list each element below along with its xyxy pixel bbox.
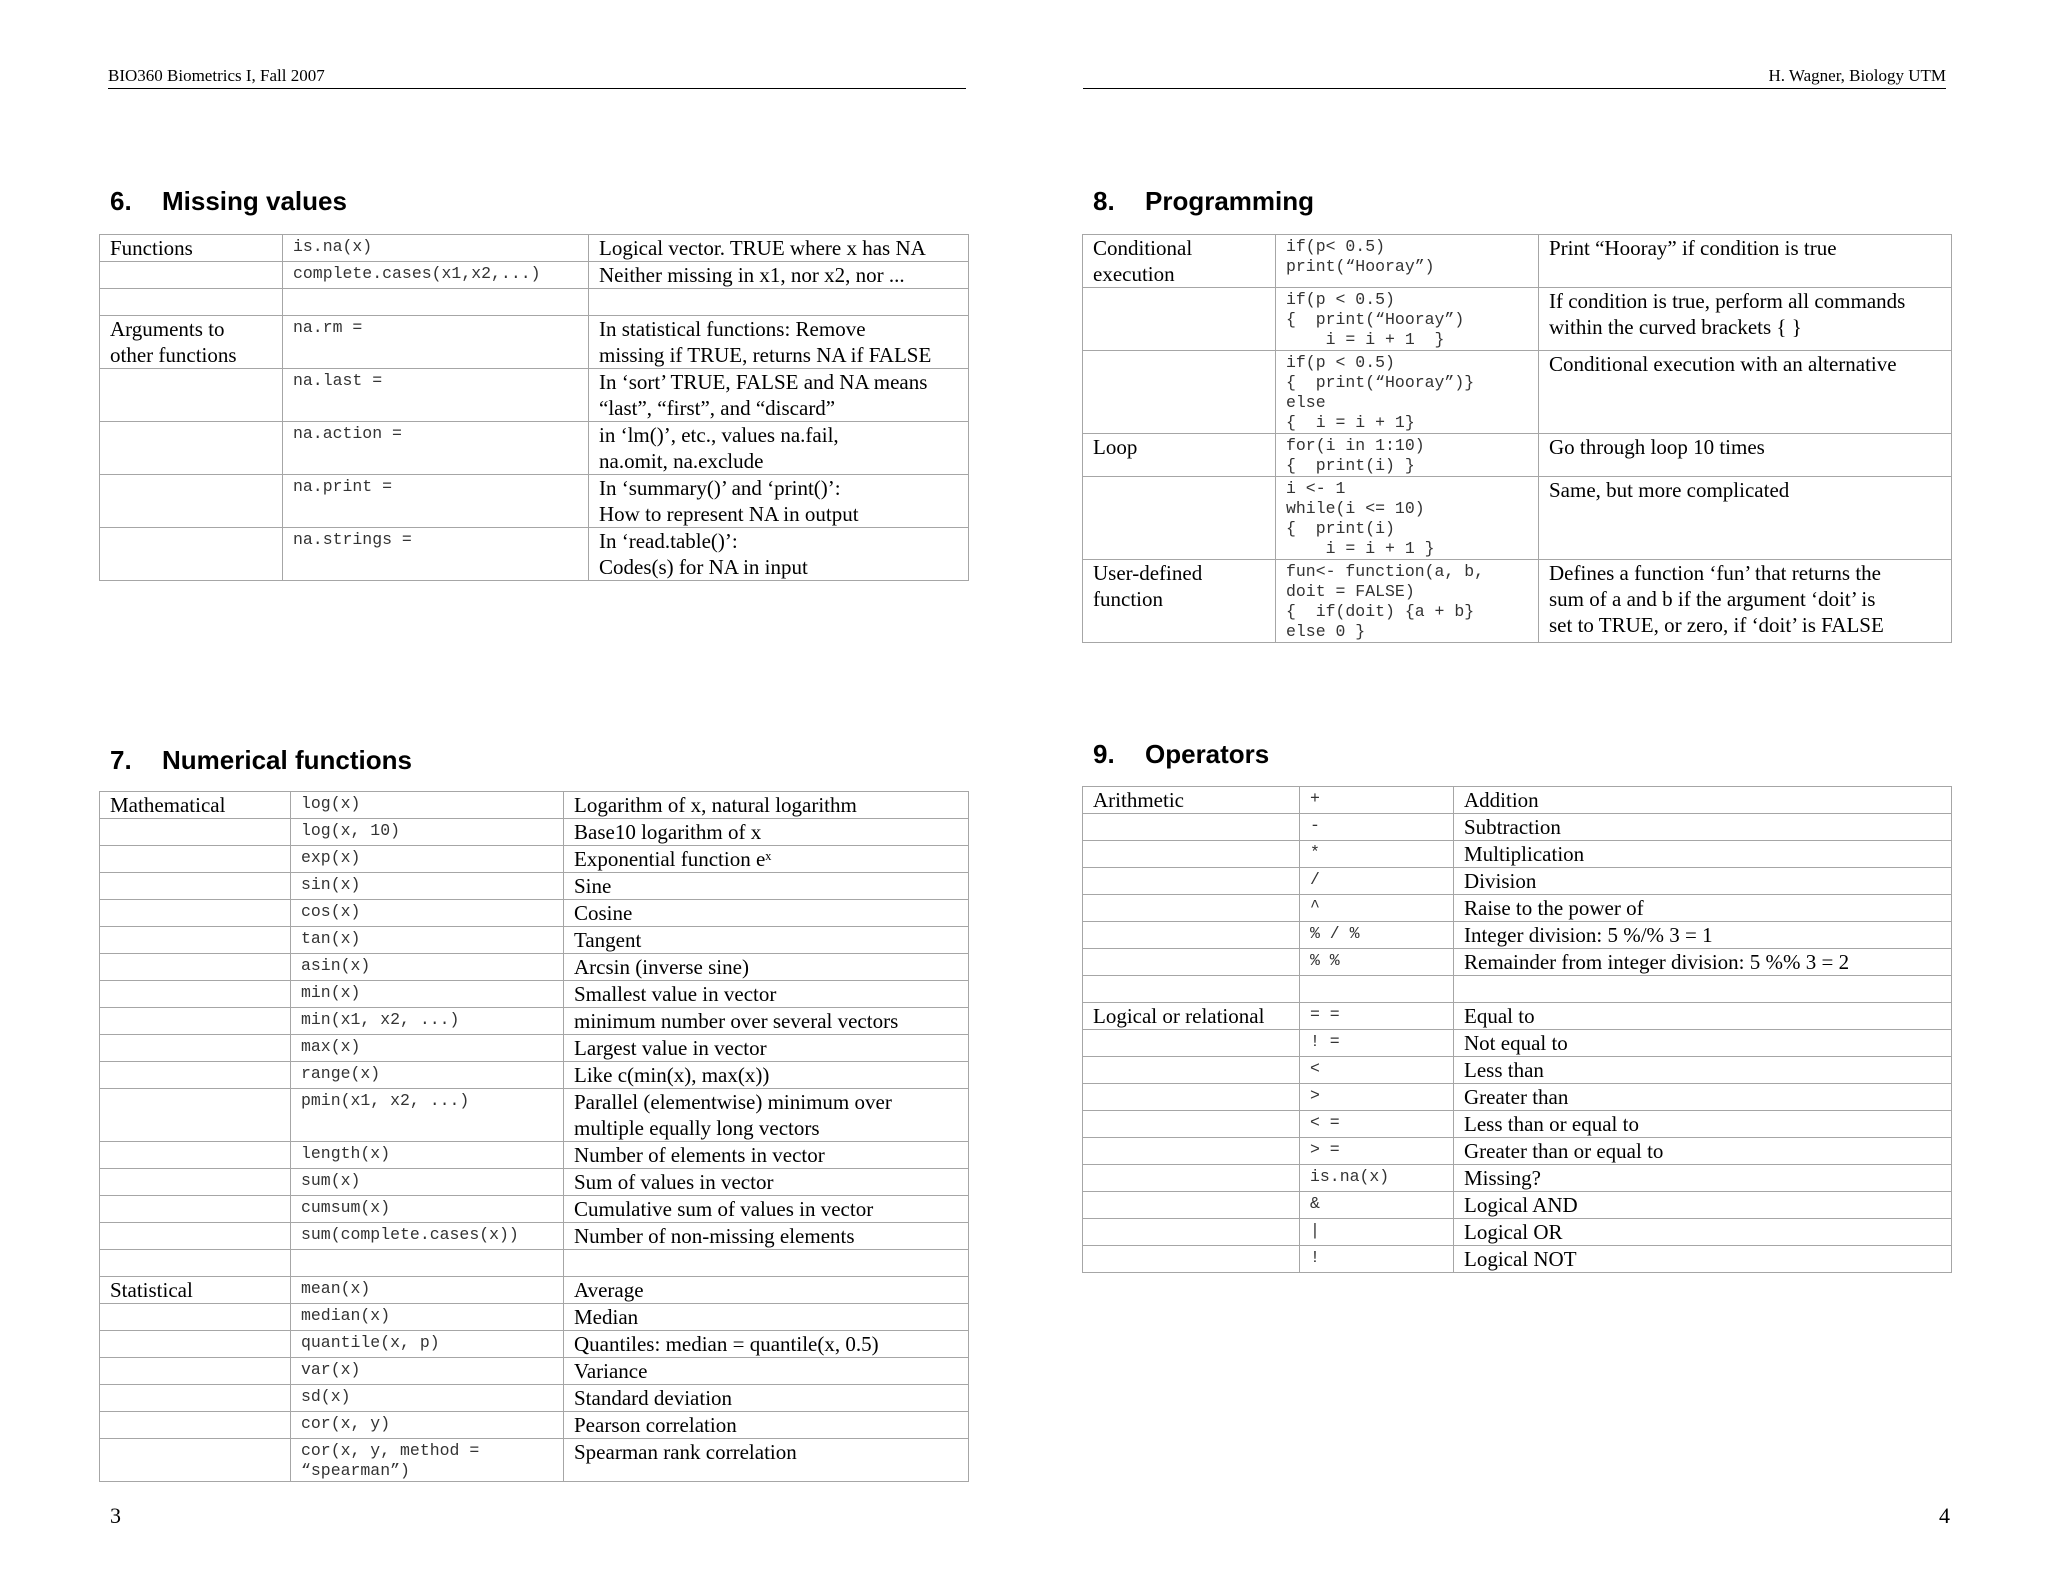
table-row (100, 1089, 969, 1142)
code-cell: % % (1300, 949, 1454, 976)
row-label (1083, 1192, 1300, 1219)
row-label (100, 289, 283, 316)
description-cell: Sum of values in vector (564, 1169, 969, 1196)
row-label: Arithmetic (1083, 787, 1300, 814)
code-cell: fun<- function(a, b, doit = FALSE) { if(doit) {a + b} else 0 } (1276, 560, 1539, 643)
code-cell: median(x) (291, 1304, 564, 1331)
table-row (1083, 895, 1952, 922)
description-cell: Print “Hooray” if condition is true (1539, 235, 1952, 288)
description-cell: Missing? (1454, 1165, 1952, 1192)
section-6-heading (110, 186, 347, 217)
table-row (100, 1223, 969, 1250)
row-label (100, 369, 283, 422)
code-cell: na.action = (283, 422, 589, 475)
description-cell: Standard deviation (564, 1385, 969, 1412)
row-label (1083, 1057, 1300, 1084)
row-label (100, 1142, 291, 1169)
description-cell: Logical AND (1454, 1192, 1952, 1219)
description-cell: Number of non-missing elements (564, 1223, 969, 1250)
table-row (100, 900, 969, 927)
section-8-heading (1093, 186, 1314, 217)
code-cell: % / % (1300, 922, 1454, 949)
description-cell: Largest value in vector (564, 1035, 969, 1062)
table-row (100, 1142, 969, 1169)
table-row (100, 819, 969, 846)
description-cell: Like c(min(x), max(x)) (564, 1062, 969, 1089)
code-cell: sin(x) (291, 873, 564, 900)
table-row (1083, 434, 1952, 477)
code-cell: na.strings = (283, 528, 589, 581)
row-label (100, 1062, 291, 1089)
description-cell: Cumulative sum of values in vector (564, 1196, 969, 1223)
table-row (1083, 1165, 1952, 1192)
description-cell: Sine (564, 873, 969, 900)
table-row (1083, 922, 1952, 949)
description-cell: Logical NOT (1454, 1246, 1952, 1273)
table-row (1083, 949, 1952, 976)
row-label (1083, 1219, 1300, 1246)
row-label (1083, 814, 1300, 841)
code-cell: is.na(x) (1300, 1165, 1454, 1192)
code-cell: sum(x) (291, 1169, 564, 1196)
table-row (1083, 787, 1952, 814)
row-label (1083, 1165, 1300, 1192)
table-row (100, 289, 969, 316)
code-cell (283, 289, 589, 316)
row-label (100, 422, 283, 475)
description-cell: Cosine (564, 900, 969, 927)
section-number: 9. (1093, 739, 1115, 769)
code-cell: complete.cases(x1,x2,...) (283, 262, 589, 289)
description-cell: Less than or equal to (1454, 1111, 1952, 1138)
code-cell: sum(complete.cases(x)) (291, 1223, 564, 1250)
description-cell: If condition is true, perform all commands within the curved brackets { } (1539, 288, 1952, 351)
table-row (100, 528, 969, 581)
table-row (100, 1385, 969, 1412)
table-row (1083, 1003, 1952, 1030)
table-row (1083, 351, 1952, 434)
code-cell: range(x) (291, 1062, 564, 1089)
table-row (100, 1196, 969, 1223)
description-cell: Subtraction (1454, 814, 1952, 841)
table-row (100, 235, 969, 262)
programming-table (1082, 234, 1952, 643)
missing-values-table (99, 234, 969, 581)
description-cell: Remainder from integer division: 5 %% 3 = 2 (1454, 949, 1952, 976)
table-row (100, 981, 969, 1008)
row-label (1083, 1246, 1300, 1273)
table-row (100, 1169, 969, 1196)
table-row (100, 475, 969, 528)
table-row (100, 954, 969, 981)
table-row (1083, 1111, 1952, 1138)
code-cell: for(i in 1:10) { print(i) } (1276, 434, 1539, 477)
table-row (1083, 841, 1952, 868)
code-cell: & (1300, 1192, 1454, 1219)
row-label (100, 1439, 291, 1482)
table-row (1083, 814, 1952, 841)
code-cell: cor(x, y, method = “spearman”) (291, 1439, 564, 1482)
row-label (100, 1412, 291, 1439)
description-cell (1454, 976, 1952, 1003)
table-row (100, 1331, 969, 1358)
row-label: Statistical (100, 1277, 291, 1304)
row-label (100, 927, 291, 954)
description-cell: minimum number over several vectors (564, 1008, 969, 1035)
code-cell: na.print = (283, 475, 589, 528)
description-cell: Greater than (1454, 1084, 1952, 1111)
table-row (1083, 976, 1952, 1003)
code-cell: i <- 1 while(i <= 10) { print(i) i = i + 1 } (1276, 477, 1539, 560)
row-label (100, 1196, 291, 1223)
description-cell: Spearman rank correlation (564, 1439, 969, 1482)
table-row (100, 369, 969, 422)
code-cell: pmin(x1, x2, ...) (291, 1089, 564, 1142)
table-row (100, 422, 969, 475)
table-row (1083, 560, 1952, 643)
row-label (1083, 288, 1276, 351)
code-cell: + (1300, 787, 1454, 814)
row-label: Logical or relational (1083, 1003, 1300, 1030)
code-cell: ! = (1300, 1030, 1454, 1057)
row-label (100, 1035, 291, 1062)
section-title: Operators (1145, 739, 1270, 769)
description-cell: Logarithm of x, natural logarithm (564, 792, 969, 819)
table-row (100, 1412, 969, 1439)
table-row (100, 927, 969, 954)
row-label (100, 1385, 291, 1412)
row-label (100, 1331, 291, 1358)
row-label (1083, 868, 1300, 895)
row-label (1083, 841, 1300, 868)
description-cell: Not equal to (1454, 1030, 1952, 1057)
row-label: Functions (100, 235, 283, 262)
row-label (100, 475, 283, 528)
description-cell: Logical OR (1454, 1219, 1952, 1246)
table-row (1083, 868, 1952, 895)
table-row (100, 846, 969, 873)
description-cell: In ‘summary()’ and ‘print()’: How to represent NA in output (589, 475, 969, 528)
description-cell (589, 289, 969, 316)
description-cell: Addition (1454, 787, 1952, 814)
page-number-right: 4 (1939, 1503, 1950, 1528)
code-cell: if(p< 0.5) print(“Hooray”) (1276, 235, 1539, 288)
row-label (100, 1223, 291, 1250)
row-label (1083, 351, 1276, 434)
description-cell (564, 1250, 969, 1277)
description-cell: Raise to the power of (1454, 895, 1952, 922)
row-label (1083, 1084, 1300, 1111)
description-cell: Variance (564, 1358, 969, 1385)
table-row (100, 873, 969, 900)
code-cell: cor(x, y) (291, 1412, 564, 1439)
section-7-heading (110, 745, 412, 776)
table-row (100, 1062, 969, 1089)
description-cell: in ‘lm()’, etc., values na.fail, na.omit, na.exclude (589, 422, 969, 475)
page-number-left: 3 (110, 1503, 121, 1528)
code-cell: ! (1300, 1246, 1454, 1273)
row-label (100, 981, 291, 1008)
row-label (100, 1358, 291, 1385)
code-cell: - (1300, 814, 1454, 841)
description-cell: Multiplication (1454, 841, 1952, 868)
row-label: User-defined function (1083, 560, 1276, 643)
section-title: Programming (1145, 186, 1315, 216)
description-cell: Greater than or equal to (1454, 1138, 1952, 1165)
table-row (100, 316, 969, 369)
row-label (100, 1169, 291, 1196)
code-cell: length(x) (291, 1142, 564, 1169)
row-label (100, 954, 291, 981)
table-row (1083, 235, 1952, 288)
row-label (1083, 1111, 1300, 1138)
row-label: Conditional execution (1083, 235, 1276, 288)
header-right: H. Wagner, Biology UTM (1083, 66, 1946, 89)
code-cell: min(x) (291, 981, 564, 1008)
description-cell: Quantiles: median = quantile(x, 0.5) (564, 1331, 969, 1358)
row-label (100, 1250, 291, 1277)
table-row (1083, 1138, 1952, 1165)
code-cell: < (1300, 1057, 1454, 1084)
numerical-functions-table (99, 791, 969, 1482)
description-cell: Integer division: 5 %/% 3 = 1 (1454, 922, 1952, 949)
description-cell: Go through loop 10 times (1539, 434, 1952, 477)
row-label (1083, 922, 1300, 949)
code-cell: log(x) (291, 792, 564, 819)
code-cell: if(p < 0.5) { print(“Hooray”)} else { i = i + 1} (1276, 351, 1539, 434)
table-row (1083, 1057, 1952, 1084)
description-cell: Conditional execution with an alternative (1539, 351, 1952, 434)
row-label (1083, 1030, 1300, 1057)
table-row (100, 1358, 969, 1385)
description-cell: Parallel (elementwise) minimum over multiple equally long vectors (564, 1089, 969, 1142)
code-cell: > = (1300, 1138, 1454, 1165)
row-label (100, 1089, 291, 1142)
code-cell: > (1300, 1084, 1454, 1111)
description-cell: Arcsin (inverse sine) (564, 954, 969, 981)
code-cell: * (1300, 841, 1454, 868)
code-cell: if(p < 0.5) { print(“Hooray”) i = i + 1 } (1276, 288, 1539, 351)
table-row (100, 1277, 969, 1304)
code-cell: exp(x) (291, 846, 564, 873)
description-cell: Equal to (1454, 1003, 1952, 1030)
description-cell: Logical vector. TRUE where x has NA (589, 235, 969, 262)
table-row (1083, 1030, 1952, 1057)
row-label: Loop (1083, 434, 1276, 477)
row-label (100, 873, 291, 900)
description-cell: Less than (1454, 1057, 1952, 1084)
table-row (1083, 1084, 1952, 1111)
table-row (100, 1439, 969, 1482)
code-cell: max(x) (291, 1035, 564, 1062)
code-cell: cumsum(x) (291, 1196, 564, 1223)
code-cell: = = (1300, 1003, 1454, 1030)
description-cell: Same, but more complicated (1539, 477, 1952, 560)
section-title: Missing values (162, 186, 347, 216)
row-label: Mathematical (100, 792, 291, 819)
description-cell: In statistical functions: Remove missing if TRUE, returns NA if FALSE (589, 316, 969, 369)
table-row (1083, 1219, 1952, 1246)
code-cell (291, 1250, 564, 1277)
section-number: 8. (1093, 186, 1115, 216)
row-label (100, 819, 291, 846)
code-cell: < = (1300, 1111, 1454, 1138)
table-row (1083, 288, 1952, 351)
row-label (1083, 1138, 1300, 1165)
code-cell: sd(x) (291, 1385, 564, 1412)
table-row (100, 1008, 969, 1035)
table-row (1083, 477, 1952, 560)
table-row (100, 1035, 969, 1062)
table-row (100, 262, 969, 289)
section-title: Numerical functions (162, 745, 412, 775)
description-cell: Pearson correlation (564, 1412, 969, 1439)
row-label (1083, 895, 1300, 922)
code-cell: is.na(x) (283, 235, 589, 262)
description-cell: Division (1454, 868, 1952, 895)
section-number: 7. (110, 745, 132, 775)
code-cell: min(x1, x2, ...) (291, 1008, 564, 1035)
code-cell: na.rm = (283, 316, 589, 369)
table-row (100, 792, 969, 819)
row-label (100, 900, 291, 927)
code-cell: tan(x) (291, 927, 564, 954)
table-row (1083, 1246, 1952, 1273)
code-cell: ^ (1300, 895, 1454, 922)
row-label (100, 1008, 291, 1035)
section-number: 6. (110, 186, 132, 216)
description-cell: Smallest value in vector (564, 981, 969, 1008)
table-row (1083, 1192, 1952, 1219)
code-cell: cos(x) (291, 900, 564, 927)
section-9-heading (1093, 739, 1269, 770)
code-cell: log(x, 10) (291, 819, 564, 846)
row-label (1083, 976, 1300, 1003)
code-cell: na.last = (283, 369, 589, 422)
operators-table (1082, 786, 1952, 1273)
row-label (100, 528, 283, 581)
description-cell: Tangent (564, 927, 969, 954)
code-cell: | (1300, 1219, 1454, 1246)
row-label (100, 262, 283, 289)
row-label (100, 846, 291, 873)
description-cell: Base10 logarithm of x (564, 819, 969, 846)
description-cell: Number of elements in vector (564, 1142, 969, 1169)
row-label (1083, 949, 1300, 976)
description-cell: Defines a function ‘fun’ that returns the sum of a and b if the argument ‘doit’ is set to TRUE, or zero, if ‘doit’ is FALSE (1539, 560, 1952, 643)
code-cell: mean(x) (291, 1277, 564, 1304)
table-row (100, 1250, 969, 1277)
row-label (1083, 477, 1276, 560)
code-cell: var(x) (291, 1358, 564, 1385)
description-cell: Exponential function eˣ (564, 846, 969, 873)
row-label: Arguments to other functions (100, 316, 283, 369)
code-cell: quantile(x, p) (291, 1331, 564, 1358)
code-cell: / (1300, 868, 1454, 895)
description-cell: In ‘sort’ TRUE, FALSE and NA means “last”, “first”, and “discard” (589, 369, 969, 422)
row-label (100, 1304, 291, 1331)
code-cell (1300, 976, 1454, 1003)
description-cell: Neither missing in x1, nor x2, nor ... (589, 262, 969, 289)
description-cell: Average (564, 1277, 969, 1304)
table-row (100, 1304, 969, 1331)
description-cell: Median (564, 1304, 969, 1331)
header-left: BIO360 Biometrics I, Fall 2007 (108, 66, 966, 89)
description-cell: In ‘read.table()’: Codes(s) for NA in input (589, 528, 969, 581)
code-cell: asin(x) (291, 954, 564, 981)
